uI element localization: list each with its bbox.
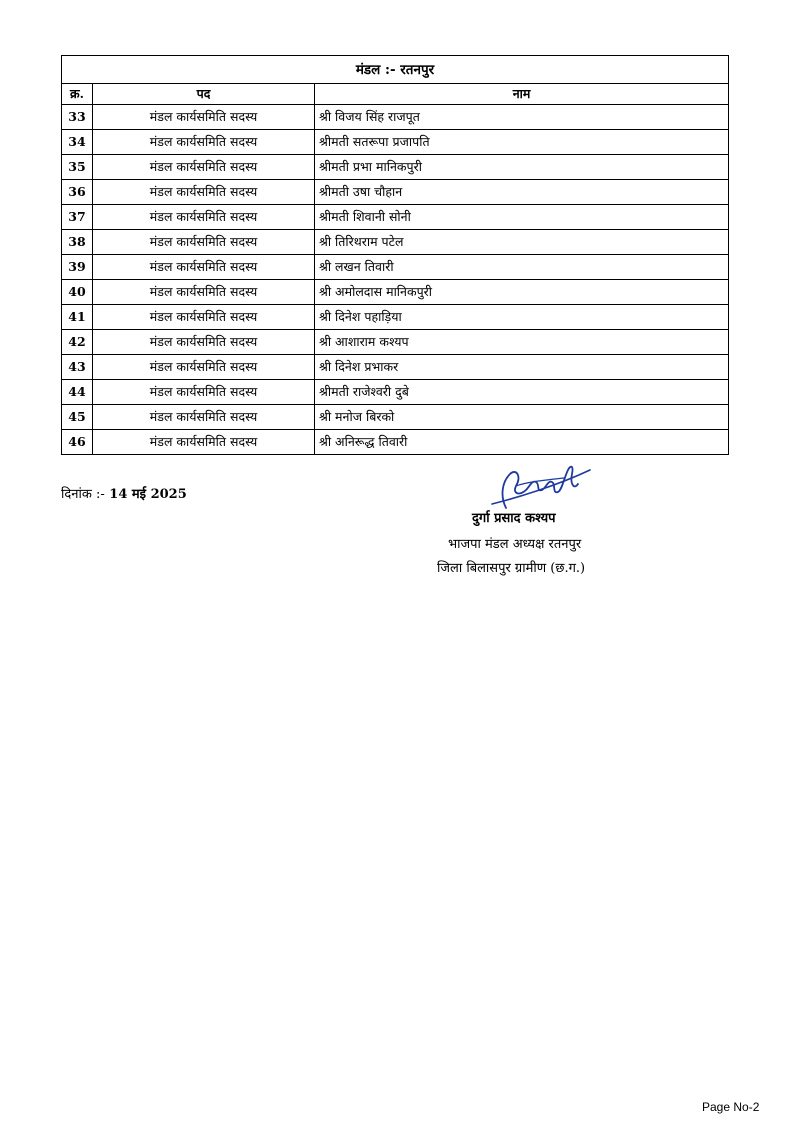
row-name: श्री तिरिथराम पटेल [315, 230, 729, 255]
table-row [62, 355, 729, 380]
row-name: श्री आशाराम कश्यप [315, 330, 729, 355]
row-post: मंडल कार्यसमिति सदस्य [93, 255, 315, 280]
row-name: श्रीमती राजेश्वरी दुबे [315, 380, 729, 405]
signatory-role: भाजपा मंडल अध्यक्ष रतनपुर [448, 537, 582, 552]
table-body [62, 105, 729, 455]
row-number: 34 [62, 130, 93, 155]
table-row [62, 205, 729, 230]
row-name: श्री मनोज बिरको [315, 405, 729, 430]
row-post: मंडल कार्यसमिति सदस्य [93, 180, 315, 205]
table-row [62, 180, 729, 205]
row-name: श्री दिनेश प्रभाकर [315, 355, 729, 380]
table-title: मंडल :- रतनपुर [62, 56, 729, 84]
row-name: श्रीमती प्रभा मानिकपुरी [315, 155, 729, 180]
table-row [62, 280, 729, 305]
column-header-post: पद [93, 84, 315, 105]
column-header-no: क्र. [62, 84, 93, 105]
row-number: 40 [62, 280, 93, 305]
table-row [62, 330, 729, 355]
column-header-name: नाम [315, 84, 729, 105]
table-row [62, 405, 729, 430]
row-number: 41 [62, 305, 93, 330]
row-post: मंडल कार्यसमिति सदस्य [93, 205, 315, 230]
row-number: 35 [62, 155, 93, 180]
row-post: मंडल कार्यसमिति सदस्य [93, 105, 315, 130]
page-number: Page No-2 [702, 1100, 760, 1114]
row-number: 46 [62, 430, 93, 455]
row-name: श्री दिनेश पहाड़िया [315, 305, 729, 330]
table-row [62, 130, 729, 155]
row-post: मंडल कार्यसमिति सदस्य [93, 155, 315, 180]
row-post: मंडल कार्यसमिति सदस्य [93, 280, 315, 305]
table-row [62, 155, 729, 180]
row-number: 38 [62, 230, 93, 255]
row-name: श्री विजय सिंह राजपूत [315, 105, 729, 130]
signatory-district: जिला बिलासपुर ग्रामीण (छ.ग.) [437, 561, 586, 576]
table-row [62, 105, 729, 130]
date-label: दिनांक :- [61, 487, 105, 502]
date-value: 14 मई 2025 [109, 487, 187, 502]
row-number: 43 [62, 355, 93, 380]
row-number: 45 [62, 405, 93, 430]
table-row [62, 230, 729, 255]
signature-block [420, 456, 650, 586]
row-post: मंडल कार्यसमिति सदस्य [93, 380, 315, 405]
row-post: मंडल कार्यसमिति सदस्य [93, 405, 315, 430]
row-name: श्री अमोलदास मानिकपुरी [315, 280, 729, 305]
row-post: मंडल कार्यसमिति सदस्य [93, 305, 315, 330]
row-number: 39 [62, 255, 93, 280]
row-post: मंडल कार्यसमिति सदस्य [93, 130, 315, 155]
signatory-name: दुर्गा प्रसाद कश्यप [472, 511, 556, 526]
member-table [61, 55, 729, 455]
row-number: 33 [62, 105, 93, 130]
handwritten-signature [486, 456, 596, 516]
row-number: 42 [62, 330, 93, 355]
row-number: 44 [62, 380, 93, 405]
date-line [61, 484, 187, 502]
row-name: श्रीमती उषा चौहान [315, 180, 729, 205]
row-post: मंडल कार्यसमिति सदस्य [93, 430, 315, 455]
row-post: मंडल कार्यसमिति सदस्य [93, 330, 315, 355]
table-row [62, 305, 729, 330]
row-number: 36 [62, 180, 93, 205]
row-name: श्रीमती शिवानी सोनी [315, 205, 729, 230]
table-row [62, 255, 729, 280]
row-number: 37 [62, 205, 93, 230]
row-name: श्रीमती सतरूपा प्रजापति [315, 130, 729, 155]
row-post: मंडल कार्यसमिति सदस्य [93, 230, 315, 255]
row-post: मंडल कार्यसमिति सदस्य [93, 355, 315, 380]
row-name: श्री लखन तिवारी [315, 255, 729, 280]
table-row [62, 380, 729, 405]
row-name: श्री अनिरूद्ध तिवारी [315, 430, 729, 455]
table-row [62, 430, 729, 455]
